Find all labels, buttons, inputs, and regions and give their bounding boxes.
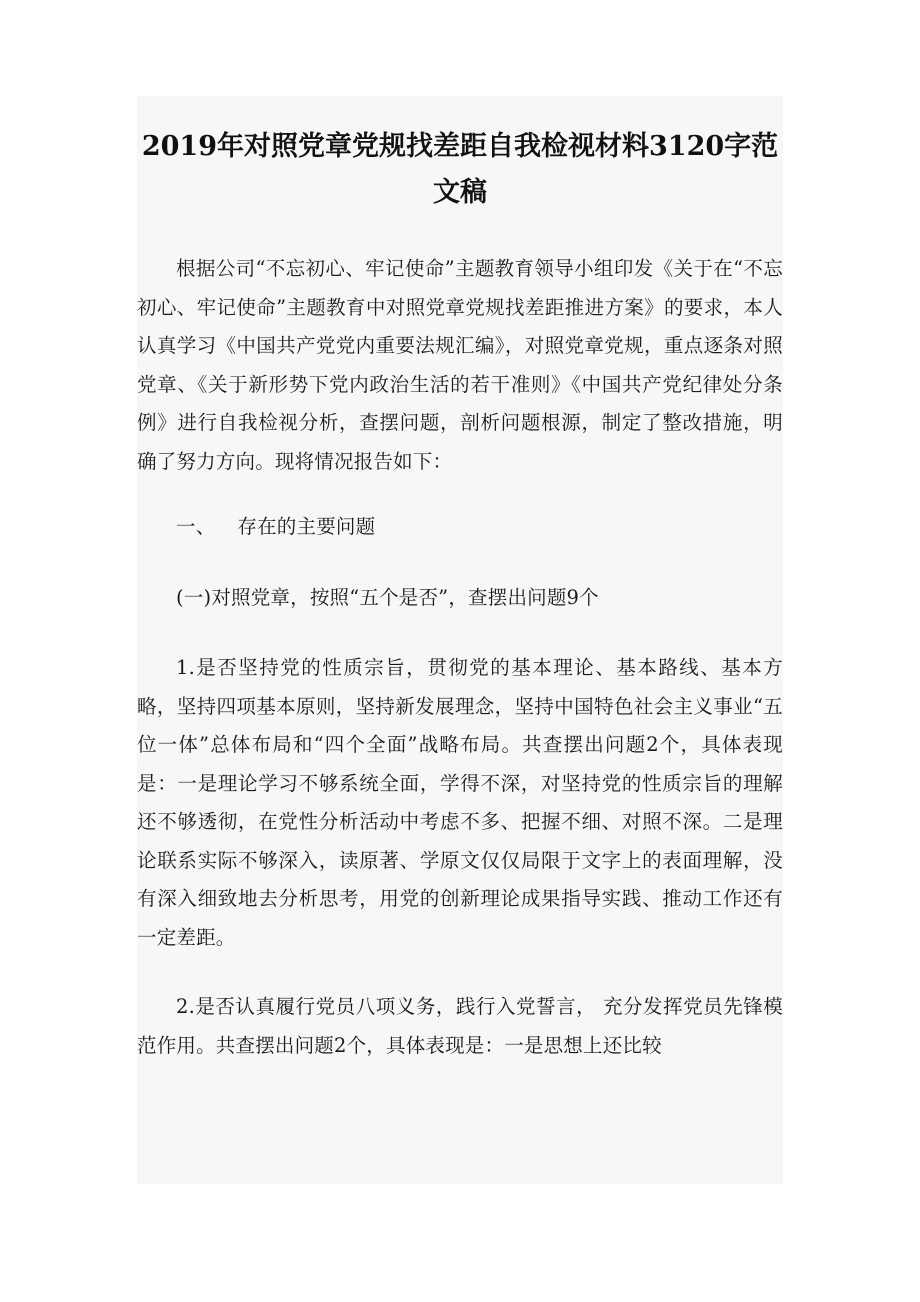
document-page [137,96,783,1184]
section-number: 一、 [176,515,216,538]
subsection-heading: (一)对照党章，按照“五个是否”，查摆出问题9个 [176,585,599,609]
document-body [137,250,783,1065]
section-title: 存在的主要问题 [237,515,376,538]
section-heading [137,508,783,547]
intro-paragraph: 根据公司“不忘初心、牢记使命”主题教育领导小组印发《关于在“不忘初心、牢记使命”主题教育中对照党章党规找差距推进方案》的要求，本人认真学习《中国共产党党内重要法规汇编》，对照党章党规，重点逐条对照党章、《关于新形势下党内政治生活的若干准则》《中国共产党纪律处分条例》进行自我检视分析，查摆问题，剖析问题根源，制定了整改措施，明确了努力方向。现将情况报告如下： [137,257,783,473]
item-paragraph-2: 2.是否认真履行党员八项义务，践行入党誓言， 充分发挥党员先锋模范作用。共查摆出问题2个，具体表现是：一是思想上还比较 [137,995,783,1057]
item-paragraph-1: 1.是否坚持党的性质宗旨，贯彻党的基本理论、基本路线、基本方略，坚持四项基本原则，坚持新发展理念，坚持中国特色社会主义事业“五位一体”总体布局和“四个全面”战略布局。共查摆出问题2个，具体表现是：一是理论学习不够系统全面，学得不深，对坚持党的性质宗旨的理解还不够透彻，在党性分析活动中考虑不多、把握不细、对照不深。二是理论联系实际不够深入，读原著、学原文仅仅局限于文字上的表面理解，没有深入细致地去分析思考，用党的创新理论成果指导实践、推动工作还有一定差距。 [137,656,783,949]
document-title: 2019年对照党章党规找差距自我检视材料3120字范文稿 [141,131,779,208]
